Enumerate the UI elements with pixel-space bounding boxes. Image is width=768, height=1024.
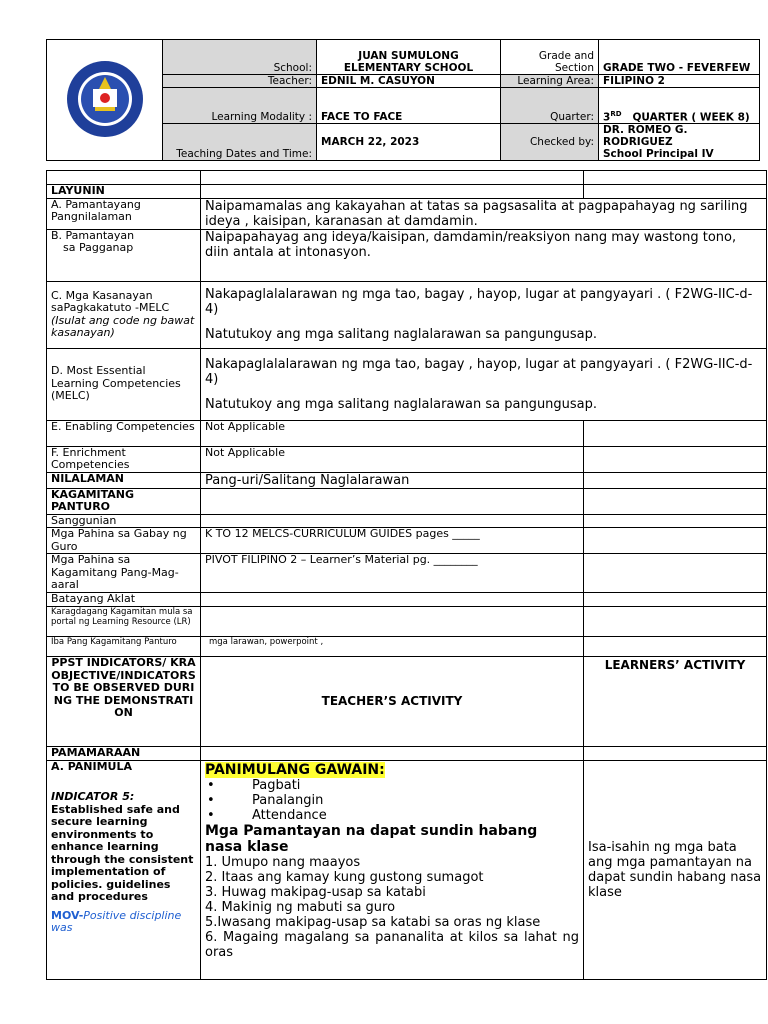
teacher-label: Teacher: <box>163 75 317 88</box>
dates-label: Teaching Dates and Time: <box>163 124 317 161</box>
sanggunian-label: Sanggunian <box>47 514 201 528</box>
dates-value: MARCH 22, 2023 <box>317 124 501 161</box>
enrichment-text: Not Applicable <box>201 446 584 472</box>
indicator-title: INDICATOR 5: <box>51 790 135 803</box>
lesson-plan-table <box>46 170 767 980</box>
rule-item: 1. Umupo nang maayos <box>205 854 361 870</box>
karagdagang-kagamitan-label: Karagdagang Kagamitan mula sa portal ng Learning Resource (LR) <box>47 607 201 637</box>
kagamitang-pang-mag-aaral-text: PIVOT FILIPINO 2 – Learner’s Material pg. ________ <box>201 554 584 593</box>
pamantayang-label: A. Pamantayang Pangnilalaman <box>47 198 201 229</box>
learning-area-label: Learning Area: <box>501 75 599 88</box>
learning-area-value: FILIPINO 2 <box>599 75 760 88</box>
iba-pang-kagamitan-label: Iba Pang Kagamitang Panturo <box>47 637 201 657</box>
pamamaraan-heading: PAMAMARAAN <box>47 747 201 761</box>
school-value: JUAN SUMULONG ELEMENTARY SCHOOL <box>317 40 501 75</box>
ppst-heading: PPST INDICATORS/ KRA OBJECTIVE/INDICATORS TO BE OBSERVED DURING THE DEMONSTRATION <box>47 657 201 747</box>
quarter-label: Quarter: <box>501 88 599 124</box>
kagamitang-pang-mag-aaral-label: Mga Pahina sa Kagamitang Pang-Mag-aaral <box>47 554 201 593</box>
quarter-value: 3RD QUARTER ( WEEK 8) <box>599 88 760 124</box>
school-label: School: <box>163 40 317 75</box>
panimulang-gawain-title: PANIMULANG GAWAIN: <box>205 761 385 778</box>
gabay-label: Mga Pahina sa Gabay ng Guro <box>47 528 201 554</box>
enabling-text: Not Applicable <box>201 420 584 446</box>
grade-label: Grade and Section <box>501 40 599 75</box>
layunin-heading: LAYUNIN <box>47 185 201 199</box>
learners-activity-heading: LEARNERS’ ACTIVITY <box>584 657 767 747</box>
indicator-text: Established safe and secure learning environments to enhance learning through the consistent implementation of policies. guidelines and procedures <box>51 802 194 903</box>
header-table <box>46 39 760 161</box>
grade-value: GRADE TWO - FEVERFEW <box>599 40 760 75</box>
learner-activity-cell: Isa-isahin ng mga bata ang mga pamantayan na dapat sundin habang nasa klase <box>584 760 767 979</box>
teacher-activity-cell <box>201 760 584 979</box>
rule-item: 3. Huwag makipag-usap sa katabi <box>205 884 426 900</box>
kagamitan-heading: KAGAMITANG PANTURO <box>47 488 201 514</box>
pagganap-text: Naipapahayag ang ideya/kaisipan, damdamin/reaksiyon nang may wastong tono, diin antala at intonasyon. <box>201 229 767 281</box>
rule-item: 5.Iwasang makipag-usap sa katabi sa oras ng klase <box>205 914 541 930</box>
bullet-item: • Pagbati <box>207 777 301 793</box>
kasanayan-label: C. Mga Kasanayan saPagkakatuto -MELC (Isulat ang code ng bawat kasanayan) <box>47 281 201 348</box>
mov-text: MOV-Positive discipline was <box>51 908 182 934</box>
nilalaman-heading: NILALAMAN <box>47 472 201 488</box>
checked-by-label: Checked by: <box>501 124 599 161</box>
gabay-text: K TO 12 MELCS-CURRICULUM GUIDES pages _____ <box>201 528 584 554</box>
melc-label: D. Most Essential Learning Competencies (MELC) <box>47 348 201 420</box>
rule-item: 2. Itaas ang kamay kung gustong sumagot <box>205 869 484 885</box>
deped-seal-icon <box>65 59 145 139</box>
teachers-activity-heading: TEACHER’S ACTIVITY <box>201 657 584 747</box>
pamantayan-title: Mga Pamantayan na dapat sundin habang nasa klase <box>205 822 538 855</box>
enrichment-label: F. Enrichment Competencies <box>47 446 201 472</box>
teacher-value: EDNIL M. CASUYON <box>317 75 501 88</box>
melc-text: Nakapaglalalarawan ng mga tao, bagay , hayop, lugar at pangyayari . ( F2WG-IIC-d-4) Natutukoy ang mga salitang naglalarawan sa pangungusap. <box>201 348 767 420</box>
panimula-cell <box>47 760 201 979</box>
deped-logo-cell <box>47 40 163 161</box>
rule-item: 6. Magaing magalang sa pananalita at kilos sa lahat ng oras <box>205 929 579 960</box>
modality-value: FACE TO FACE <box>317 88 501 124</box>
bullet-item: • Panalangin <box>207 792 324 808</box>
enabling-label: E. Enabling Competencies <box>47 420 201 446</box>
batayang-aklat-label: Batayang Aklat <box>47 593 201 607</box>
checked-by-value: DR. ROMEO G. RODRIGUEZ School Principal IV <box>599 124 760 161</box>
panimula-heading: A. PANIMULA <box>51 759 132 773</box>
nilalaman-text: Pang-uri/Salitang Naglalarawan <box>201 472 584 488</box>
pamantayang-text: Naipamamalas ang kakayahan at tatas sa pagsasalita at pagpapahayag ng sariling ideya , kaisipan, karanasan at damdamin. <box>201 198 767 229</box>
iba-pang-kagamitan-text: mga larawan, powerpoint , <box>201 637 584 657</box>
modality-label: Learning Modality : <box>163 88 317 124</box>
rule-item: 4. Makinig ng mabuti sa guro <box>205 899 396 915</box>
pagganap-label: B. Pamantayan sa Pagganap <box>47 229 201 281</box>
bullet-item: • Attendance <box>207 807 327 823</box>
kasanayan-text: Nakapaglalalarawan ng mga tao, bagay , hayop, lugar at pangyayari . ( F2WG-IIC-d-4) Natutukoy ang mga salitang naglalarawan sa pangungusap. <box>201 281 767 348</box>
